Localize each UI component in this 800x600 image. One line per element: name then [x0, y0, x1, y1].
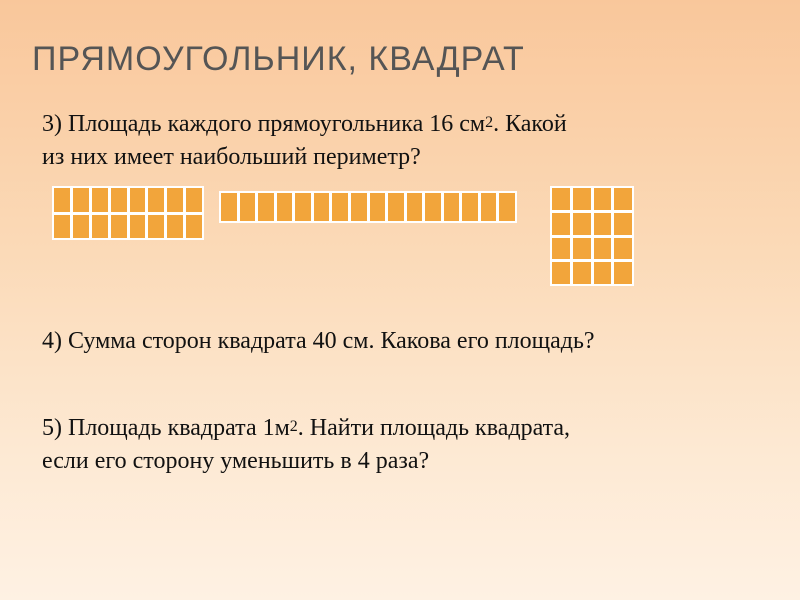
- grid-cell: [167, 188, 183, 212]
- grid-cell: [594, 238, 612, 260]
- question-3-text: 3) Площадь каждого прямоугольника 16 см: [42, 111, 486, 137]
- grid-cell: [186, 215, 202, 239]
- rectangle-16x1: [219, 191, 517, 223]
- grid-cell: [462, 193, 478, 221]
- grid-cell: [73, 188, 89, 212]
- grid-cell: [594, 262, 612, 284]
- superscript: 2: [485, 114, 494, 131]
- grid-cell: [148, 215, 164, 239]
- grid-cell: [614, 238, 632, 260]
- grid-cell: [92, 188, 108, 212]
- grid-cell: [573, 188, 591, 210]
- question-5-text: 5) Площадь квадрата 1м: [42, 415, 290, 441]
- grid-cell: [167, 215, 183, 239]
- grid-cell: [186, 188, 202, 212]
- grid-cell: [258, 193, 274, 221]
- grid-cell: [92, 215, 108, 239]
- grid-cell: [614, 262, 632, 284]
- grid-cell: [407, 193, 423, 221]
- grid-cell: [388, 193, 404, 221]
- grid-cell: [552, 188, 570, 210]
- rectangle-8x2: [52, 186, 204, 240]
- grid-cell: [221, 193, 237, 221]
- grid-cell: [351, 193, 367, 221]
- square-4x4: [550, 186, 634, 286]
- question-5-line-2: если его сторону уменьшить в 4 раза?: [42, 448, 430, 474]
- grid-cell: [614, 188, 632, 210]
- grid-cell: [573, 262, 591, 284]
- grid-cell: [111, 215, 127, 239]
- question-4: 4) Сумма сторон квадрата 40 см. Какова его площадь?: [42, 328, 595, 354]
- grid-cell: [54, 215, 70, 239]
- question-5: [42, 412, 570, 478]
- grid-cell: [552, 262, 570, 284]
- question-3-line-1: [42, 108, 567, 141]
- grid-cell: [148, 188, 164, 212]
- grid-cell: [499, 193, 515, 221]
- question-3-line-2: из них имеет наибольший периметр?: [42, 144, 421, 170]
- grid-cell: [425, 193, 441, 221]
- grid-cell: [295, 193, 311, 221]
- grid-cell: [552, 238, 570, 260]
- grid-cell: [314, 193, 330, 221]
- superscript: 2: [289, 418, 298, 435]
- question-5-line-1: [42, 412, 570, 445]
- grid-cell: [552, 213, 570, 235]
- grid-cell: [240, 193, 256, 221]
- grid-cell: [277, 193, 293, 221]
- question-3: [42, 108, 567, 174]
- grid-cell: [444, 193, 460, 221]
- question-3-text-end: . Какой: [493, 111, 567, 137]
- grid-cell: [130, 215, 146, 239]
- grid-cell: [73, 215, 89, 239]
- grid-cell: [370, 193, 386, 221]
- slide-title: ПРЯМОУГОЛЬНИК, КВАДРАТ: [32, 40, 525, 78]
- grid-cell: [130, 188, 146, 212]
- grid-cell: [481, 193, 497, 221]
- grid-cell: [614, 213, 632, 235]
- grid-cell: [594, 213, 612, 235]
- grid-cell: [111, 188, 127, 212]
- grid-cell: [573, 213, 591, 235]
- grid-cell: [594, 188, 612, 210]
- grid-cell: [573, 238, 591, 260]
- grid-cell: [54, 188, 70, 212]
- grid-cell: [332, 193, 348, 221]
- question-5-text-end: . Найти площадь квадрата,: [297, 415, 571, 441]
